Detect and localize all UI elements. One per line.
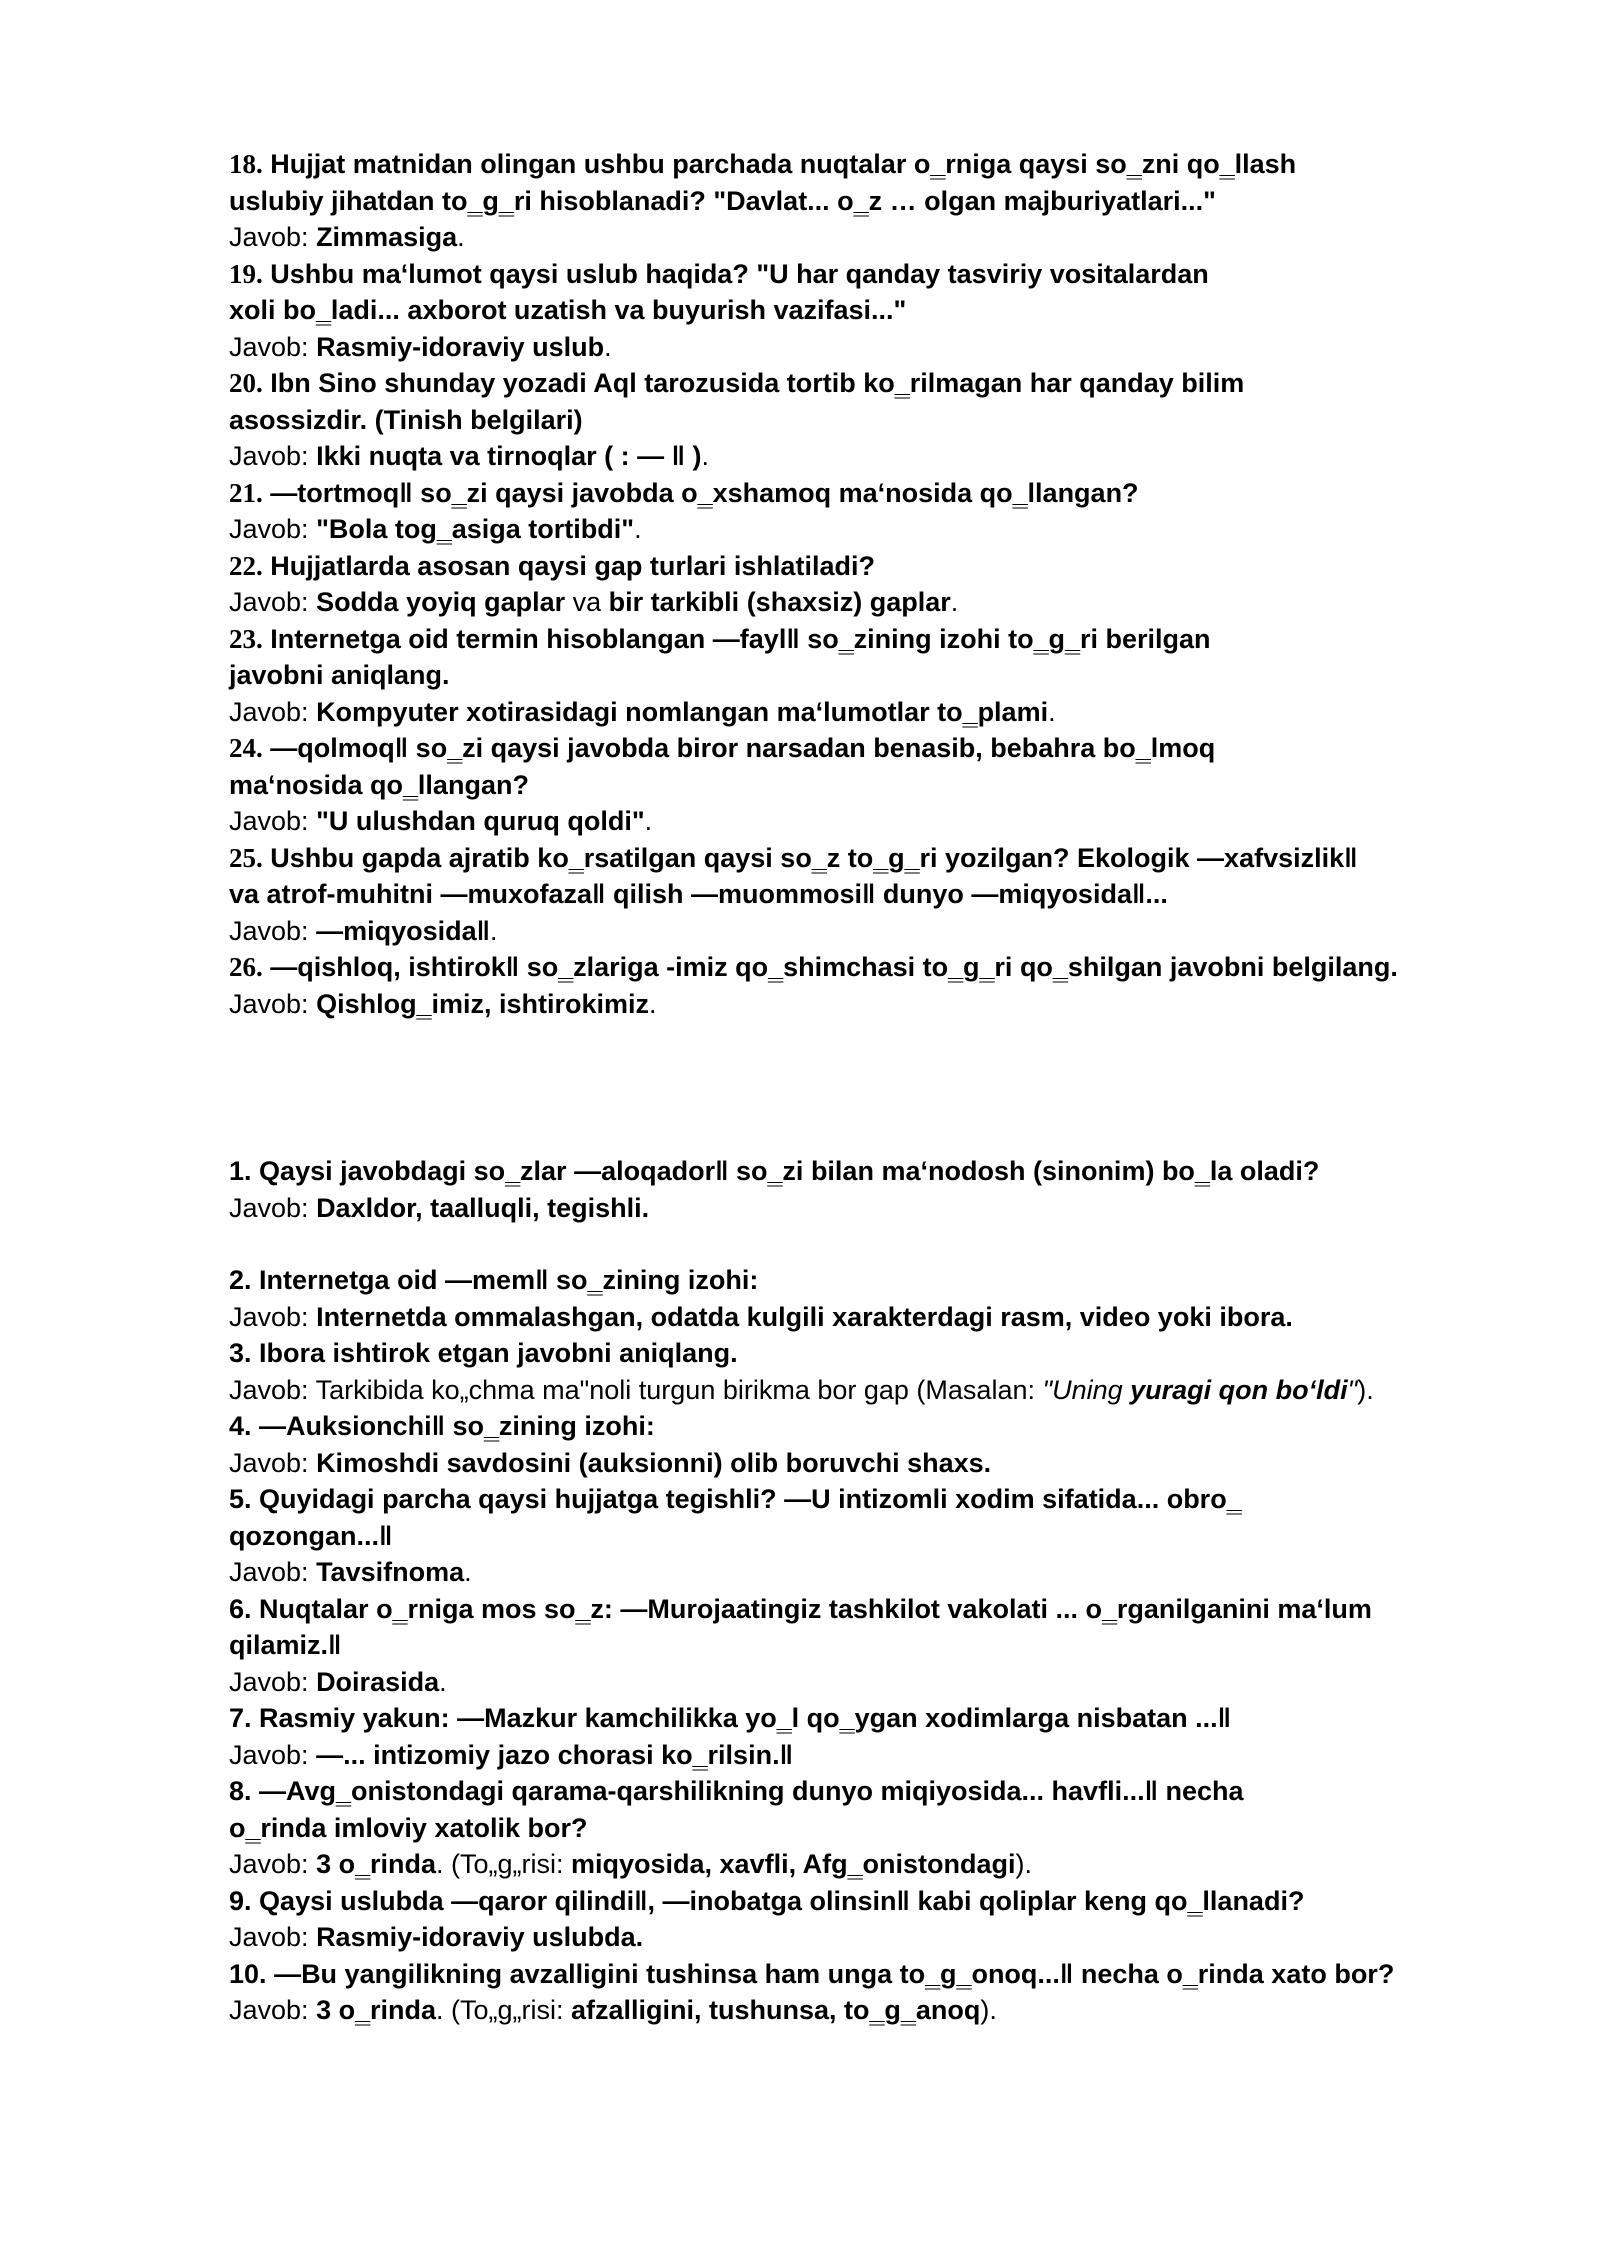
question-text: ma‘nosida qo‗llangan? xyxy=(229,769,529,800)
answer-label: Javob: xyxy=(229,1192,317,1223)
question-line xyxy=(229,183,1529,220)
question-item xyxy=(229,1956,1529,2029)
answer-text: Qishlog‗imiz, ishtirokimiz xyxy=(316,988,650,1019)
question-line xyxy=(229,1153,1529,1190)
answer-line xyxy=(229,803,1529,840)
question-text: Internetga oid —mem‖ so‗zining izohi: xyxy=(259,1265,759,1295)
answer-text: " xyxy=(1347,1374,1358,1405)
question-text: Ibn Sino shunday yozadi Aql tarozusida tortib ko‗rilmagan har qanday bilim xyxy=(270,368,1245,398)
answer-label: Javob: xyxy=(229,1557,317,1587)
answer-line xyxy=(229,219,1529,256)
question-line xyxy=(229,657,1529,694)
answer-text: afzalligini, tushunsa, to‗g‗anoq xyxy=(571,1995,981,2025)
answer-text: Ikki nuqta va tirnoqlar ( : — ‖ ) xyxy=(316,441,702,471)
answer-line xyxy=(229,1554,1529,1591)
question-item xyxy=(229,949,1529,1022)
question-text: —qishloq, ishtirok‖ so‗zlariga -imiz qo‗shimchasi to‗g‗ri qo‗shilgan javobni belgilang. xyxy=(270,952,1398,982)
question-item xyxy=(229,1481,1529,1591)
question-line xyxy=(229,1481,1529,1518)
question-number: 7. xyxy=(229,1703,252,1733)
answer-text: . xyxy=(649,988,657,1019)
question-line xyxy=(229,876,1529,913)
question-number: 24. xyxy=(229,733,263,763)
question-item xyxy=(229,1591,1529,1701)
question-line xyxy=(229,402,1529,439)
answer-line xyxy=(229,1190,1529,1227)
question-number: 18. xyxy=(229,149,263,179)
question-text: o‗rinda imloviy xatolik bor? xyxy=(229,1812,588,1843)
question-line xyxy=(229,475,1529,512)
question-line xyxy=(229,548,1529,585)
answer-label: Javob: xyxy=(229,331,317,362)
question-item xyxy=(229,1262,1529,1335)
answer-label: Javob: xyxy=(229,1739,317,1770)
answer-line xyxy=(229,1846,1529,1883)
questions-section-1 xyxy=(229,146,1529,1022)
answer-text: Daxldor, taalluqli, tegishli. xyxy=(316,1192,650,1223)
question-number: 19. xyxy=(229,258,263,289)
question-number: 21. xyxy=(229,477,263,508)
question-line xyxy=(229,1408,1529,1445)
question-item xyxy=(229,256,1529,366)
question-line xyxy=(229,1627,1529,1664)
question-item xyxy=(229,840,1529,950)
question-item xyxy=(229,475,1529,548)
answer-text: Kimoshdi savdosini (auksionni) olib boruvchi shaxs. xyxy=(316,1447,992,1478)
answer-text: . xyxy=(439,1666,447,1697)
question-item xyxy=(229,146,1529,256)
answer-text: Tarkibida ko„chma ma"noli turgun birikma bor gap (Masalan: xyxy=(315,1374,1043,1405)
answer-text: . xyxy=(457,222,465,252)
question-line xyxy=(229,621,1529,658)
question-line xyxy=(229,730,1529,767)
answer-text: . (To„g„risi: xyxy=(436,1995,571,2025)
answer-label: Javob: xyxy=(229,1849,317,1879)
question-text: Qaysi uslubda —qaror qilindi‖, —inobatga olinsin‖ kabi qoliplar keng qo‗llanadi? xyxy=(259,1885,1305,1916)
answer-text: Doirasida xyxy=(316,1666,440,1697)
question-item xyxy=(229,1335,1529,1408)
answer-line xyxy=(229,1737,1529,1774)
answer-text: ). xyxy=(980,1995,997,2025)
question-line xyxy=(229,292,1529,329)
answer-label: Javob: xyxy=(229,1922,317,1952)
answer-text: 3 o‗rinda xyxy=(316,1849,436,1879)
answer-text: miqyosida, xavfli, Afg‗onistondagi xyxy=(571,1849,1016,1879)
answer-label: Javob: xyxy=(229,1995,317,2025)
answer-text: . xyxy=(604,331,612,362)
answer-text: Rasmiy-idoraviy uslub xyxy=(316,331,605,362)
question-text: Ushbu gapda ajratib ko‗rsatilgan qaysi so‗z to‗g‗ri yozilgan? Ekologik —xafvsizlik‖ xyxy=(270,842,1358,873)
question-text: Ibora ishtirok etgan javobni aniqlang. xyxy=(259,1338,738,1368)
answer-text: Zimmasiga xyxy=(316,222,458,252)
answer-line xyxy=(229,1299,1529,1336)
answer-label: Javob: xyxy=(229,988,317,1019)
question-text: —qolmoq‖ so‗zi qaysi javobda biror narsadan benasib, bebahra bo‗lmoq xyxy=(270,733,1216,763)
answer-line xyxy=(229,986,1529,1023)
answer-line xyxy=(229,329,1529,366)
question-line xyxy=(229,1956,1529,1993)
answer-text: . xyxy=(464,1557,472,1587)
answer-text: —... intizomiy jazo chorasi ko‗rilsin.‖ xyxy=(316,1739,794,1770)
answer-label: Javob: xyxy=(229,587,317,617)
question-text: Rasmiy yakun: —Mazkur kamchilikka yo‗l qo‗ygan xodimlarga nisbatan ...‖ xyxy=(259,1703,1232,1733)
answer-text: Internetda ommalashgan, odatda kulgili xarakterdagi rasm, video yoki ibora. xyxy=(316,1301,1293,1332)
question-line xyxy=(229,767,1529,804)
answer-text: va xyxy=(565,587,609,617)
answer-text: "Bola tog‗asiga tortibdi" xyxy=(316,514,635,544)
question-number: 4. xyxy=(229,1411,252,1441)
question-number: 3. xyxy=(229,1338,252,1368)
spacer xyxy=(229,1226,1529,1262)
question-text: —Bu yangilikning avzalligini tushinsa ham unga to‗g‗onoq...‖ necha o‗rinda xato bor? xyxy=(274,1958,1395,1989)
answer-label: Javob: xyxy=(229,806,317,836)
question-item xyxy=(229,730,1529,840)
question-number: 6. xyxy=(229,1593,252,1624)
answer-text: bir tarkibli (shaxsiz) gaplar xyxy=(608,587,951,617)
answer-label: Javob: xyxy=(229,222,317,252)
question-text: —tortmoq‖ so‗zi qaysi javobda o‗xshamoq ma‘nosida qo‗llangan? xyxy=(270,477,1139,508)
question-item xyxy=(229,1883,1529,1956)
question-text: xoli bo‗ladi... axborot uzatish va buyurish vazifasi..." xyxy=(229,295,907,325)
answer-label: Javob: xyxy=(229,441,317,471)
question-number: 9. xyxy=(229,1885,252,1916)
answer-text: . (To„g„risi: xyxy=(436,1849,571,1879)
answer-text: "Uning xyxy=(1042,1374,1131,1405)
answer-text: —miqyosida‖ xyxy=(316,915,491,946)
question-line xyxy=(229,1262,1529,1299)
answer-line xyxy=(229,694,1529,731)
answer-text: 3 o‗rinda xyxy=(316,1995,436,2025)
answer-text: . xyxy=(950,587,959,617)
answer-label: Javob: xyxy=(229,514,317,544)
question-item xyxy=(229,1700,1529,1773)
question-item xyxy=(229,1153,1529,1262)
answer-text: . xyxy=(644,806,653,836)
question-item xyxy=(229,1773,1529,1883)
question-item xyxy=(229,548,1529,621)
question-line xyxy=(229,949,1529,986)
question-line xyxy=(229,1700,1529,1737)
question-text: Internetga oid termin hisoblangan —fayl‖ so‗zining izohi to‗g‗ri berilgan xyxy=(270,623,1211,654)
answer-line xyxy=(229,1372,1529,1409)
question-number: 1. xyxy=(229,1156,252,1186)
answer-line xyxy=(229,1445,1529,1482)
answer-line xyxy=(229,584,1529,621)
question-text: Quyidagi parcha qaysi hujjatga tegishli? —U intizomli xodim sifatida... obro‗ xyxy=(259,1484,1242,1514)
answer-label: Javob: xyxy=(229,696,317,727)
answer-text: ). xyxy=(1015,1849,1032,1879)
answer-label: Javob: xyxy=(229,1447,317,1478)
question-text: va atrof-muhitni —muxofaza‖ qilish —muommosi‖ dunyo —miqyosida‖... xyxy=(229,879,1168,909)
answer-label: Javob: xyxy=(229,1374,316,1405)
question-line xyxy=(229,256,1529,293)
answer-text: Rasmiy-idoraviy uslubda. xyxy=(316,1922,644,1952)
answer-line xyxy=(229,438,1529,475)
question-text: asossizdir. (Tinish belgilari) xyxy=(229,404,583,435)
question-number: 5. xyxy=(229,1484,252,1514)
question-text: qilamiz.‖ xyxy=(229,1630,342,1660)
question-line xyxy=(229,1883,1529,1920)
answer-text: "U ulushdan quruq qoldi" xyxy=(316,806,645,836)
question-item xyxy=(229,1408,1529,1481)
question-number: 25. xyxy=(229,842,263,873)
answer-label: Javob: xyxy=(229,1301,317,1332)
answer-text: . xyxy=(634,514,642,544)
answer-line xyxy=(229,1919,1529,1956)
question-line xyxy=(229,1518,1529,1555)
question-text: javobni aniqlang. xyxy=(229,660,450,690)
answer-text: yuragi qon bo‘ldi xyxy=(1130,1374,1348,1405)
question-line xyxy=(229,1335,1529,1372)
question-line xyxy=(229,146,1529,183)
question-number: 8. xyxy=(229,1776,252,1806)
question-number: 23. xyxy=(229,623,263,654)
answer-line xyxy=(229,913,1529,950)
question-number: 10. xyxy=(229,1958,267,1989)
question-line xyxy=(229,1591,1529,1628)
question-line xyxy=(229,365,1529,402)
answer-line xyxy=(229,1664,1529,1701)
question-text: Ushbu ma‘lumot qaysi uslub haqida? "U har qanday tasviriy vositalardan xyxy=(270,258,1209,289)
question-text: Nuqtalar o‗rniga mos so‗z: —Murojaatingiz tashkilot vakolati ... o‗rganilganini ma‘lum xyxy=(259,1593,1372,1624)
question-text: Hujjatlarda asosan qaysi gap turlari ishlatiladi? xyxy=(270,550,875,581)
question-number: 22. xyxy=(229,550,263,581)
question-item xyxy=(229,621,1529,731)
answer-text: . xyxy=(1048,696,1056,727)
question-text: uslubiy jihatdan to‗g‗ri hisoblanadi? "Davlat... o‗z … olgan majburiyatlari..." xyxy=(229,185,1216,216)
question-number: 20. xyxy=(229,368,263,398)
question-line xyxy=(229,1810,1529,1847)
answer-text: . xyxy=(490,915,498,946)
answer-line xyxy=(229,511,1529,548)
answer-text: . xyxy=(701,441,710,471)
question-text: —Auksionchi‖ so‗zining izohi: xyxy=(259,1411,655,1441)
answer-text: Sodda yoyiq gaplar xyxy=(316,587,566,617)
question-text: —Avg‗onistondagi qarama-qarshilikning dunyo miqiyosida... havfli...‖ necha xyxy=(259,1776,1244,1806)
answer-text: Tavsifnoma xyxy=(316,1557,465,1587)
question-text: Hujjat matnidan olingan ushbu parchada nuqtalar o‗rniga qaysi so‗zni qo‗llash xyxy=(270,149,1297,179)
questions-section-2 xyxy=(229,1153,1529,2029)
question-number: 26. xyxy=(229,952,263,982)
answer-label: Javob: xyxy=(229,1666,317,1697)
answer-text: Kompyuter xotirasidagi nomlangan ma‘lumotlar to‗plami xyxy=(316,696,1049,727)
answer-text: ). xyxy=(1357,1374,1374,1405)
answer-label: Javob: xyxy=(229,915,317,946)
question-number: 2. xyxy=(229,1265,252,1295)
question-item xyxy=(229,365,1529,475)
question-line xyxy=(229,1773,1529,1810)
question-text: Qaysi javobdagi so‗zlar —aloqador‖ so‗zi bilan ma‘nodosh (sinonim) bo‗la oladi? xyxy=(259,1156,1320,1186)
answer-line xyxy=(229,1992,1529,2029)
question-line xyxy=(229,840,1529,877)
question-text: qozongan...‖ xyxy=(229,1520,393,1551)
